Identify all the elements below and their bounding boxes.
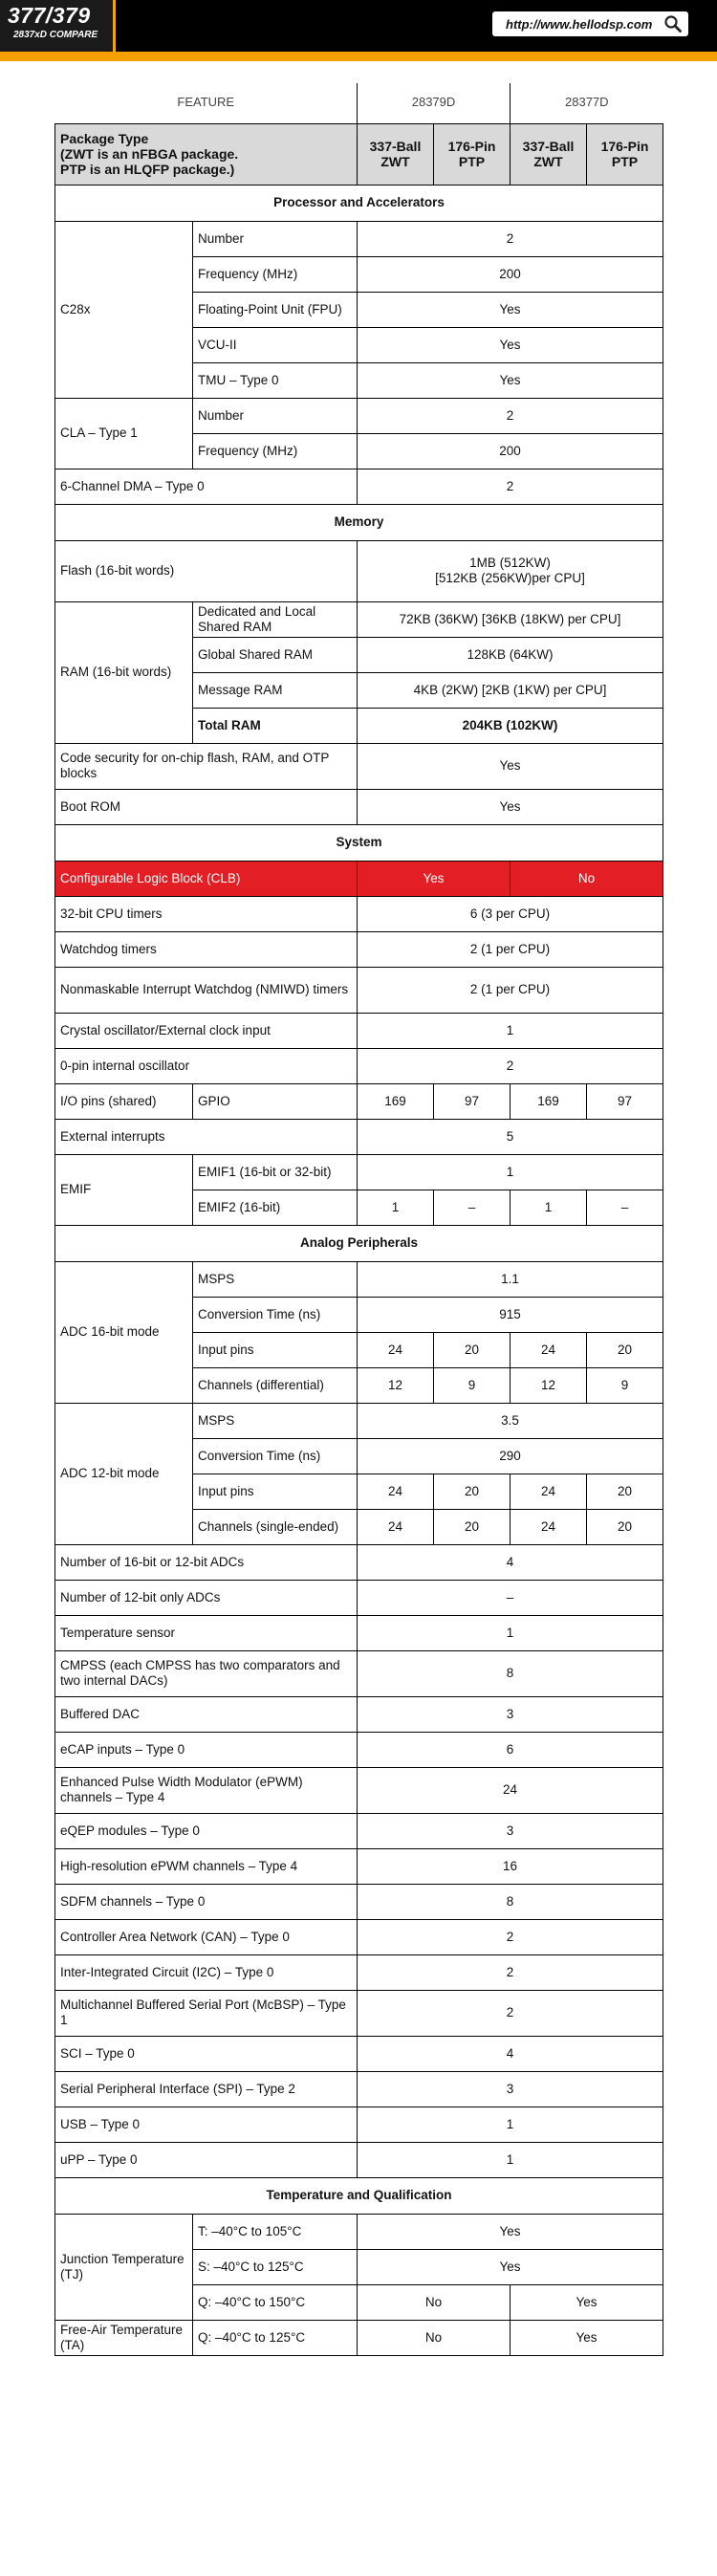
row-value: 20 <box>434 1509 511 1544</box>
table-row <box>55 1696 663 1732</box>
row-label: Multichannel Buffered Serial Port (McBSP) – Type 1 <box>55 1990 358 2036</box>
row-value: 3 <box>358 2071 663 2107</box>
row-value: 1 <box>358 2142 663 2177</box>
table-row <box>55 896 663 931</box>
row-value: 24 <box>511 1332 587 1367</box>
row-value: Yes <box>358 292 663 327</box>
row-label: Number of 16-bit or 12-bit ADCs <box>55 1544 358 1580</box>
row-label: EMIF1 (16-bit or 32-bit) <box>193 1154 358 1190</box>
table-row <box>55 743 663 789</box>
row-label: Dedicated and Local Shared RAM <box>193 601 358 637</box>
row-value: – <box>358 1580 663 1615</box>
table-row <box>55 789 663 824</box>
row-value: 128KB (64KW) <box>358 637 663 672</box>
row-value: 1 <box>358 1615 663 1650</box>
table-row <box>55 221 663 256</box>
row-group-label: Free-Air Temperature (TA) <box>55 2320 193 2355</box>
row-group-label: Junction Temperature (TJ) <box>55 2214 193 2320</box>
logo-subtitle: 2837xD COMPARE <box>13 30 98 40</box>
row-value: 24 <box>358 1474 434 1509</box>
row-value: 8 <box>358 1650 663 1696</box>
row-value: 1 <box>511 1190 587 1225</box>
row-value: 4 <box>358 1544 663 1580</box>
table-row <box>55 2320 663 2355</box>
row-label: Flash (16-bit words) <box>55 540 358 601</box>
row-value: 24 <box>511 1474 587 1509</box>
row-value: 169 <box>358 1083 434 1119</box>
row-value: 2 <box>358 1048 663 1083</box>
row-value: 4KB (2KW) [2KB (1KW) per CPU] <box>358 672 663 708</box>
row-label: Message RAM <box>193 672 358 708</box>
row-label: Number <box>193 221 358 256</box>
row-value: Yes <box>358 327 663 362</box>
table-row <box>55 1083 663 1119</box>
row-value: 2 <box>358 1954 663 1990</box>
row-label: uPP – Type 0 <box>55 2142 358 2177</box>
package-cell: 176-Pin PTP <box>587 123 663 185</box>
row-label: S: –40°C to 125°C <box>193 2249 358 2284</box>
package-label: Package Type (ZWT is an nFBGA package. PTP is an HLQFP package.) <box>55 123 358 185</box>
table-row <box>55 1261 663 1297</box>
row-value: 200 <box>358 433 663 469</box>
row-value: 12 <box>511 1367 587 1403</box>
row-label: Number of 12-bit only ADCs <box>55 1580 358 1615</box>
table-row <box>55 1732 663 1767</box>
row-value: 4 <box>358 2036 663 2071</box>
table-row <box>55 1848 663 1884</box>
row-label: Inter-Integrated Circuit (I2C) – Type 0 <box>55 1954 358 1990</box>
table-row <box>55 2071 663 2107</box>
table-row <box>55 1954 663 1990</box>
row-value: 2 <box>358 1990 663 2036</box>
url-search-box[interactable] <box>492 11 688 36</box>
row-label: Channels (single-ended) <box>193 1509 358 1544</box>
row-value: 3 <box>358 1696 663 1732</box>
row-label: Frequency (MHz) <box>193 433 358 469</box>
row-label: SCI – Type 0 <box>55 2036 358 2071</box>
row-group-label: ADC 16-bit mode <box>55 1261 193 1403</box>
row-value: – <box>434 1190 511 1225</box>
row-value: 97 <box>587 1083 663 1119</box>
row-label: 0-pin internal oscillator <box>55 1048 358 1083</box>
row-value: 20 <box>587 1332 663 1367</box>
row-label: Nonmaskable Interrupt Watchdog (NMIWD) timers <box>55 967 358 1013</box>
row-label: eCAP inputs – Type 0 <box>55 1732 358 1767</box>
table-row <box>55 1119 663 1154</box>
row-value: 204KB (102KW) <box>358 708 663 743</box>
table-row <box>55 1403 663 1438</box>
table-row <box>55 931 663 967</box>
logo-title: 377/379 <box>8 3 91 28</box>
row-label: 6-Channel DMA – Type 0 <box>55 469 358 504</box>
row-label: Buffered DAC <box>55 1696 358 1732</box>
row-value: Yes <box>358 861 511 896</box>
row-value: Yes <box>358 2249 663 2284</box>
row-label: Temperature sensor <box>55 1615 358 1650</box>
col-28377d-header: 28377D <box>511 83 663 123</box>
row-value: 20 <box>434 1474 511 1509</box>
row-value: Yes <box>358 362 663 398</box>
table-row <box>55 1544 663 1580</box>
table-row <box>55 967 663 1013</box>
table-header-row <box>55 83 663 123</box>
row-label: Q: –40°C to 125°C <box>193 2320 358 2355</box>
row-value: 2 (1 per CPU) <box>358 967 663 1013</box>
row-group-label: ADC 12-bit mode <box>55 1403 193 1544</box>
row-value: No <box>511 861 663 896</box>
row-label: High-resolution ePWM channels – Type 4 <box>55 1848 358 1884</box>
row-label: VCU-II <box>193 327 358 362</box>
row-value: 1 <box>358 1190 434 1225</box>
row-value: Yes <box>511 2284 663 2320</box>
row-value: 2 <box>358 1919 663 1954</box>
table-row <box>55 1048 663 1083</box>
row-label: 32-bit CPU timers <box>55 896 358 931</box>
row-value: 24 <box>358 1767 663 1813</box>
row-label: TMU – Type 0 <box>193 362 358 398</box>
row-label: USB – Type 0 <box>55 2107 358 2142</box>
row-label: Input pins <box>193 1332 358 1367</box>
row-value: 2 <box>358 398 663 433</box>
row-value: Yes <box>358 789 663 824</box>
table-row <box>55 1615 663 1650</box>
row-value: 20 <box>434 1332 511 1367</box>
row-label: Conversion Time (ns) <box>193 1438 358 1474</box>
row-label: Crystal oscillator/External clock input <box>55 1013 358 1048</box>
row-label: Channels (differential) <box>193 1367 358 1403</box>
comparison-table <box>54 83 663 2356</box>
row-value: 20 <box>587 1509 663 1544</box>
row-label: GPIO <box>193 1083 358 1119</box>
row-label: Total RAM <box>193 708 358 743</box>
package-cell: 176-Pin PTP <box>434 123 511 185</box>
table-row <box>55 1013 663 1048</box>
row-value: 9 <box>434 1367 511 1403</box>
section-heading: Memory <box>55 504 663 540</box>
row-value: 16 <box>358 1848 663 1884</box>
row-label: Watchdog timers <box>55 931 358 967</box>
table-row <box>55 1154 663 1190</box>
row-group-label: CLA – Type 1 <box>55 398 193 469</box>
row-value: 97 <box>434 1083 511 1119</box>
row-value: 915 <box>358 1297 663 1332</box>
table-row <box>55 469 663 504</box>
row-label: Number <box>193 398 358 433</box>
row-value: 9 <box>587 1367 663 1403</box>
row-value: 24 <box>358 1509 434 1544</box>
row-label: MSPS <box>193 1261 358 1297</box>
table-row <box>55 1990 663 2036</box>
row-label: CMPSS (each CMPSS has two comparators and two internal DACs) <box>55 1650 358 1696</box>
row-label: Enhanced Pulse Width Modulator (ePWM) channels – Type 4 <box>55 1767 358 1813</box>
row-value: 169 <box>511 1083 587 1119</box>
row-label: Q: –40°C to 150°C <box>193 2284 358 2320</box>
table-row <box>55 2142 663 2177</box>
row-value: Yes <box>511 2320 663 2355</box>
table-row <box>55 540 663 601</box>
section-heading: Temperature and Qualification <box>55 2177 663 2214</box>
feature-header: FEATURE <box>55 83 358 123</box>
section-heading: Processor and Accelerators <box>55 185 663 221</box>
row-label: Serial Peripheral Interface (SPI) – Type 2 <box>55 2071 358 2107</box>
row-label: Conversion Time (ns) <box>193 1297 358 1332</box>
table-row <box>55 2107 663 2142</box>
row-value: 24 <box>358 1332 434 1367</box>
col-28379d-header: 28379D <box>358 83 511 123</box>
section-heading: Analog Peripherals <box>55 1225 663 1261</box>
row-value: 2 (1 per CPU) <box>358 931 663 967</box>
row-value: 2 <box>358 221 663 256</box>
row-value: 12 <box>358 1367 434 1403</box>
table-row <box>55 1813 663 1848</box>
row-value: 24 <box>511 1509 587 1544</box>
row-value: 5 <box>358 1119 663 1154</box>
row-value: Yes <box>358 743 663 789</box>
row-value: 6 <box>358 1732 663 1767</box>
row-group-label: C28x <box>55 221 193 398</box>
row-value: 1 <box>358 1154 663 1190</box>
logo[interactable] <box>0 0 116 52</box>
table-row <box>55 1580 663 1615</box>
row-label: Floating-Point Unit (FPU) <box>193 292 358 327</box>
row-group-label: RAM (16-bit words) <box>55 601 193 743</box>
row-label: T: –40°C to 105°C <box>193 2214 358 2249</box>
row-value: 200 <box>358 256 663 292</box>
row-label: Controller Area Network (CAN) – Type 0 <box>55 1919 358 1954</box>
package-cell: 337-Ball ZWT <box>511 123 587 185</box>
row-value: No <box>358 2320 511 2355</box>
row-value: 20 <box>587 1474 663 1509</box>
row-group-label: EMIF <box>55 1154 193 1225</box>
row-value: 290 <box>358 1438 663 1474</box>
package-row <box>55 123 663 185</box>
row-value: Yes <box>358 2214 663 2249</box>
table-row <box>55 601 663 637</box>
row-label: SDFM channels – Type 0 <box>55 1884 358 1919</box>
row-label: Code security for on-chip flash, RAM, and OTP blocks <box>55 743 358 789</box>
row-label: Boot ROM <box>55 789 358 824</box>
table-row <box>55 1919 663 1954</box>
table-row <box>55 2036 663 2071</box>
url-text: http://www.hellodsp.com <box>506 17 653 32</box>
row-value: 1.1 <box>358 1261 663 1297</box>
row-label: MSPS <box>193 1403 358 1438</box>
table-row <box>55 1650 663 1696</box>
row-label: Input pins <box>193 1474 358 1509</box>
table-row <box>55 2214 663 2249</box>
row-label: EMIF2 (16-bit) <box>193 1190 358 1225</box>
row-value: 3 <box>358 1813 663 1848</box>
clb-row <box>55 861 663 896</box>
row-value: 2 <box>358 469 663 504</box>
row-value: 8 <box>358 1884 663 1919</box>
row-label: Configurable Logic Block (CLB) <box>55 861 358 896</box>
row-value: 1MB (512KW) [512KB (256KW)per CPU] <box>358 540 663 601</box>
section-heading: System <box>55 824 663 861</box>
row-group-label: I/O pins (shared) <box>55 1083 193 1119</box>
row-label: External interrupts <box>55 1119 358 1154</box>
site-header <box>0 0 717 52</box>
row-value: 6 (3 per CPU) <box>358 896 663 931</box>
search-icon[interactable] <box>663 14 683 33</box>
orange-divider <box>0 52 717 61</box>
row-value: 72KB (36KW) [36KB (18KW) per CPU] <box>358 601 663 637</box>
table-row <box>55 1767 663 1813</box>
package-cell: 337-Ball ZWT <box>358 123 434 185</box>
row-value: No <box>358 2284 511 2320</box>
row-label: Frequency (MHz) <box>193 256 358 292</box>
row-label: Global Shared RAM <box>193 637 358 672</box>
table-row <box>55 398 663 433</box>
row-value: 1 <box>358 1013 663 1048</box>
row-value: 1 <box>358 2107 663 2142</box>
row-label: eQEP modules – Type 0 <box>55 1813 358 1848</box>
row-value: 3.5 <box>358 1403 663 1438</box>
row-value: – <box>587 1190 663 1225</box>
table-row <box>55 1884 663 1919</box>
